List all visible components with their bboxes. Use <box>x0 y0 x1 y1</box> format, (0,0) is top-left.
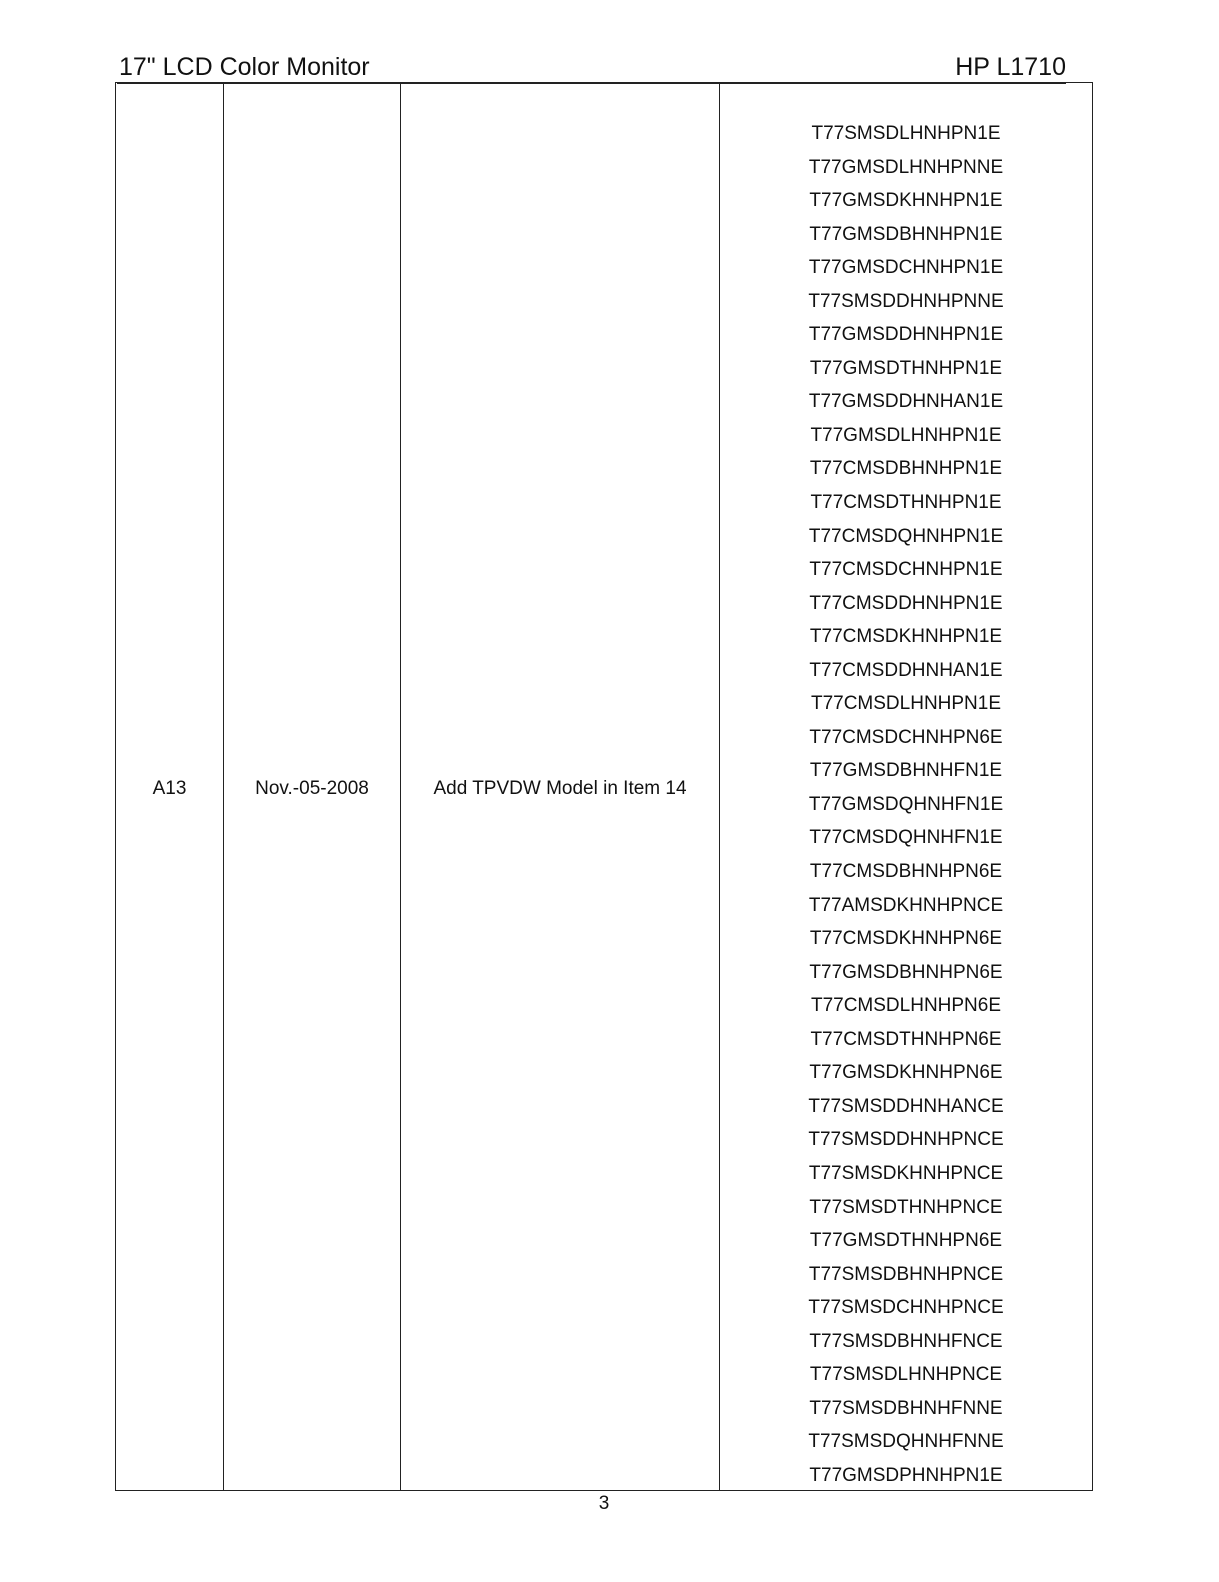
model-list-item: T77GMSDKHNHPN1E <box>809 190 1003 212</box>
model-list-item: T77CMSDDHNHAN1E <box>809 659 1003 681</box>
model-list-item: T77AMSDKHNHPNCE <box>808 894 1004 916</box>
model-list-item: T77GMSDLHNHPNNE <box>808 156 1004 178</box>
model-list-item: T77CMSDLHNHPN6E <box>810 995 1002 1017</box>
model-list-item: T77GMSDTHNHPN6E <box>809 1230 1003 1252</box>
model-list-item: T77GMSDDHNHPN1E <box>808 324 1004 346</box>
model-list-item: T77CMSDLHNHPN1E <box>810 693 1002 715</box>
model-list-item: T77SMSDCHNHPNCE <box>808 1297 1004 1319</box>
revision-table <box>115 82 1093 1491</box>
model-list-item: T77GMSDLHNHPN1E <box>810 424 1002 446</box>
model-list-item: T77GMSDPHNHPN1E <box>809 1464 1003 1486</box>
model-list-item: T77GMSDQHNHFN1E <box>808 793 1004 815</box>
model-list-item: T77GMSDDHNHAN1E <box>808 391 1004 413</box>
model-list-item: T77SMSDBHNHFNCE <box>809 1330 1003 1352</box>
model-list-item: T77SMSDBHNHPNCE <box>808 1263 1004 1285</box>
date-column <box>224 83 401 1490</box>
model-list-item: T77CMSDTHNHPN6E <box>810 1028 1002 1050</box>
model-title: HP L1710 <box>955 53 1066 81</box>
document-title: 17" LCD Color Monitor <box>119 53 370 81</box>
model-list-item: T77SMSDBHNHFNNE <box>809 1397 1003 1419</box>
model-list-item: T77CMSDTHNHPN1E <box>810 492 1002 514</box>
model-list-item: T77CMSDCHNHPN1E <box>809 559 1003 581</box>
model-list-item: T77GMSDTHNHPN1E <box>809 357 1003 379</box>
description-column <box>401 83 720 1490</box>
model-list <box>720 123 1092 1498</box>
model-list-item: T77SMSDQHNHFNNE <box>808 1431 1004 1453</box>
model-list-item: T77CMSDDHNHPN1E <box>809 592 1003 614</box>
model-list-item: T77CMSDQHNHFN1E <box>809 827 1003 849</box>
model-list-item: T77GMSDBHNHPN6E <box>809 961 1003 983</box>
date-cell: Nov.-05-2008 <box>255 778 369 799</box>
description-cell: Add TPVDW Model in Item 14 <box>433 778 687 799</box>
model-list-item: T77SMSDDHNHPNNE <box>808 290 1004 312</box>
model-list-item: T77CMSDKHNHPN1E <box>809 626 1003 648</box>
model-list-item: T77SMSDLHNHPNCE <box>809 1364 1003 1386</box>
model-list-item: T77GMSDBHNHPN1E <box>809 223 1003 245</box>
revision-cell: A13 <box>152 778 187 799</box>
models-column <box>720 83 1092 1490</box>
model-list-item: T77GMSDBHNHFN1E <box>809 760 1003 782</box>
model-list-item: T77CMSDKHNHPN6E <box>809 928 1003 950</box>
model-list-item: T77GMSDKHNHPN6E <box>809 1062 1003 1084</box>
model-list-item: T77CMSDBHNHPN1E <box>809 458 1003 480</box>
model-list-item: T77SMSDDHNHPNCE <box>808 1129 1004 1151</box>
page-number: 3 <box>598 1493 610 1514</box>
revision-column <box>116 83 224 1490</box>
model-list-item: T77GMSDCHNHPN1E <box>808 257 1004 279</box>
model-list-item: T77SMSDTHNHPNCE <box>809 1196 1003 1218</box>
model-list-item: T77SMSDLHNHPN1E <box>811 123 1001 144</box>
model-list-item: T77CMSDCHNHPN6E <box>809 726 1003 748</box>
model-list-item: T77CMSDBHNHPN6E <box>809 861 1003 883</box>
model-list-item: T77CMSDQHNHPN1E <box>808 525 1004 547</box>
model-list-item: T77SMSDDHNHANCE <box>808 1095 1004 1117</box>
model-list-item: T77SMSDKHNHPNCE <box>808 1162 1004 1184</box>
page-header <box>117 50 1066 84</box>
